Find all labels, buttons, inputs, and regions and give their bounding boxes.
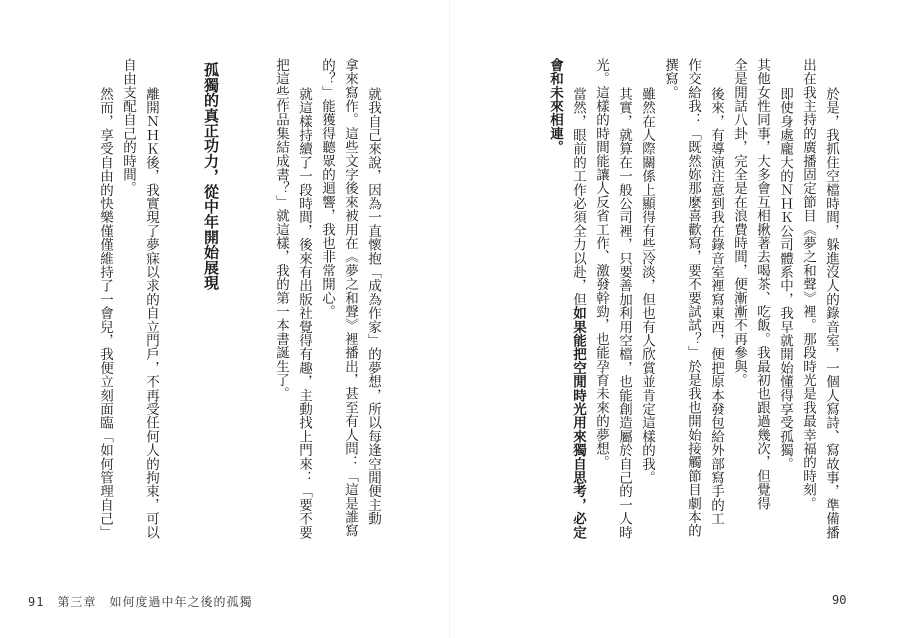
left-page-footer: 91 第三章 如何度過中年之後的孤獨 [28,595,253,609]
text-column: 就我自己來說，因為一直懷抱「成為作家」的夢想，所以每逢空閒便主動 [365,87,381,526]
emphasis-text: 會和未來相連。 [547,58,563,154]
text-column: 其他女性同事，大多會互相揪著去喝茶、吃飯。我最初也跟過幾次，但覺得 [754,58,770,511]
text-column: 即使身處龐大的ＮＨＫ公司體系中，我早就開始懂得享受孤獨。 [777,87,793,471]
emphasis-text: 如果能把空閒時光用來獨自思考，必定 [570,306,586,540]
text-column: 作交給我：「既然妳那麼喜歡寫，要不要試試？」於是我也開始接觸節目劇本的 [685,58,701,538]
right-page-number: 90 [832,593,847,607]
text-column: 然而，享受自由的快樂僅僅維持了一會兒，我便立刻面臨「如何管理自己」 [97,87,113,540]
text-column: 自由支配自己的時間。 [120,58,136,195]
text-column: 離開ＮＨＫ後，我實現了夢寐以求的自立門戶，不再受任何人的拘束，可以 [143,87,159,540]
text-column: 撰寫。 [662,58,678,100]
text-column: 拿來寫作。這些文字後來被用在《夢之和聲》裡播出，甚至有人問：「這是誰寫 [342,58,358,538]
text-column: 雖然在人際關係上顯得有些冷淡，但也有人欣賞並肯定這樣的我。 [639,87,655,485]
text-column: 的？」能獲得聽眾的迴響，我也非常開心。 [319,58,335,319]
text-column: 光。這樣的時間能讓人反省工作、激發幹勁，也能孕育未來的夢想。 [593,58,609,469]
text-column: 其實，就算在一般公司裡，只要善加利用空檔，也能創造屬於自己的一人時 [616,87,632,540]
text-column [544,58,566,154]
text-column: 全是閒話八卦，完全是在浪費時間，便漸漸不再參與。 [731,58,747,387]
section-heading: 孤獨的真正功力，從中年開始展現 [202,62,220,290]
text-column: 出在我主持的廣播固定節目《夢之和聲》裡。那段時光是我最幸福的時刻。 [800,58,816,511]
text-column: 把這些作品集結成書？」就這樣，我的第一本書誕生了。 [273,58,289,401]
text-column: 後來，有導演注意到我在錄音室裡寫東西，便把原本發包給外部寫手的工 [708,87,724,526]
page-gutter [449,0,450,638]
text-column: 當然，眼前的工作必須全力以赴，但如果能把空閒時光用來獨自思考，必定 [570,87,586,540]
text-column: 就這樣持續了一段時間，後來有出版社覺得有趣，主動找上門來：「要不要 [296,87,312,540]
text-column: 於是，我抓住空檔時間，躲進沒人的錄音室，一個人寫詩、寫故事，準備播 [823,87,839,540]
